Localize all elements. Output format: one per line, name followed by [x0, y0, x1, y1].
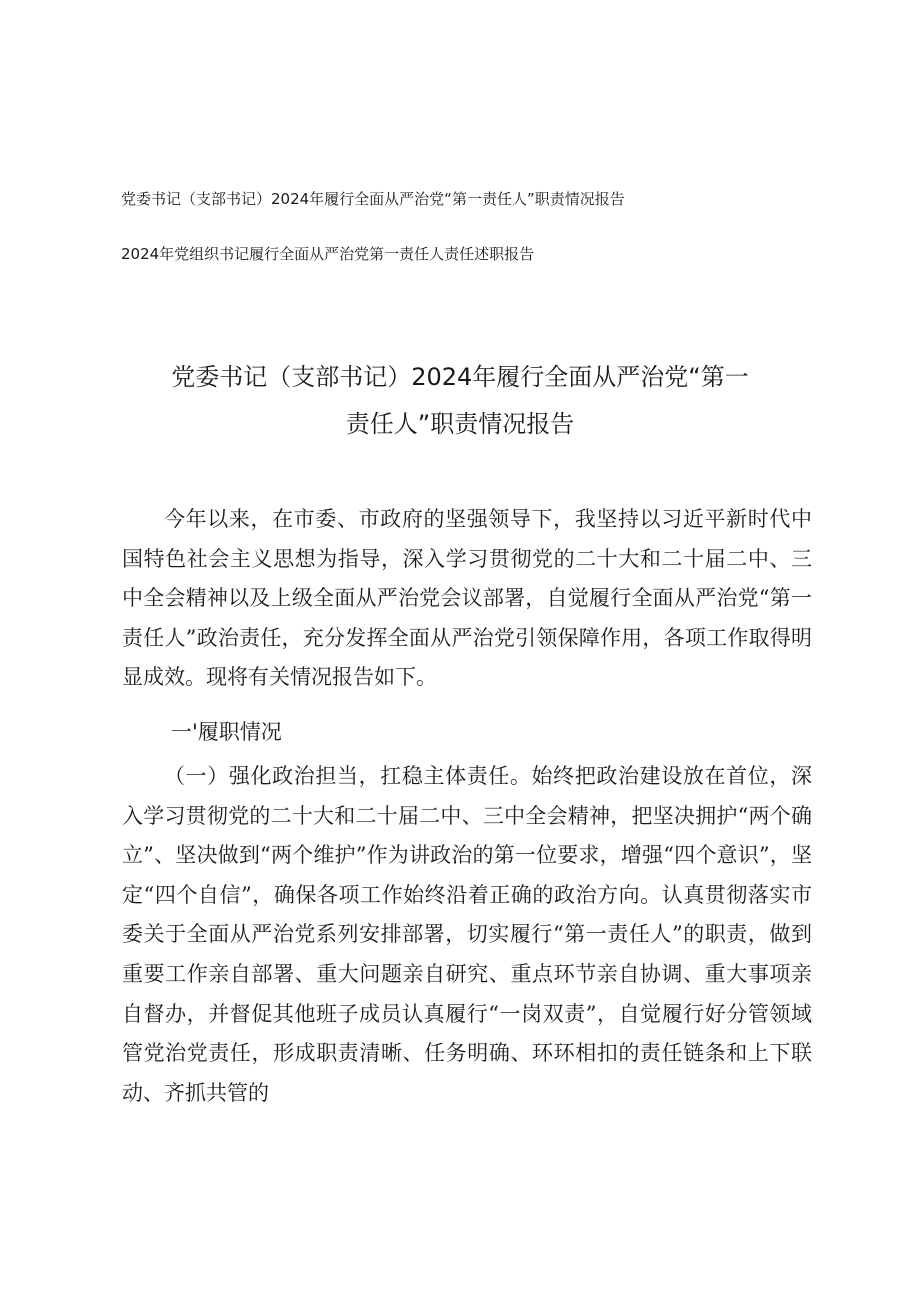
toc-item-2: 2024年党组织书记履行全面从严治党第一责任人责任述职报告: [121, 245, 535, 263]
toc-item-1: 党委书记（支部书记）2024年履行全面从严治党“第一责任人”职责情况报告: [121, 190, 625, 208]
document-title-line-2: 责任人”职责情况报告: [345, 410, 575, 438]
document-title-line-1: 党委书记（支部书记）2024年履行全面从严治党“第一: [171, 363, 749, 391]
section-heading: 一'履职情况: [171, 720, 282, 744]
intro-paragraph: 今年以来，在市委、市政府的坚强领导下，我坚持以习近平新时代中国特色社会主义思想为指导，深入学习贯彻党的二十大和二十届二中、三中全会精神以及上级全面从严治党会议部署，自觉履行全面从严治党“第一责任人”政治责任，充分发挥全面从严治党引领保障作用，各项工作取得明显成效。现将有关情况报告如下。: [122, 507, 812, 690]
section-paragraph: （一）强化政治担当，扛稳主体责任。始终把政治建设放在首位，深入学习贯彻党的二十大和二十届二中、三中全会精神，把坚决拥护“两个确立”、坚决做到“两个维护”作为讲政治的第一位要求，增强“四个意识”，坚定“四个自信”，确保各项工作始终沿着正确的政治方向。认真贯彻落实市委关于全面从严治党系列安排部署，切实履行“第一责任人”的职责，做到重要工作亲自部署、重大问题亲自研究、重点环节亲自协调、重大事项亲自督办，并督促其他班子成员认真履行“一岗双责”，自觉履行好分管领域管党治党责任，形成职责清晰、任务明确、环环相扣的责任链条和上下联动、齐抓共管的: [122, 764, 812, 1105]
